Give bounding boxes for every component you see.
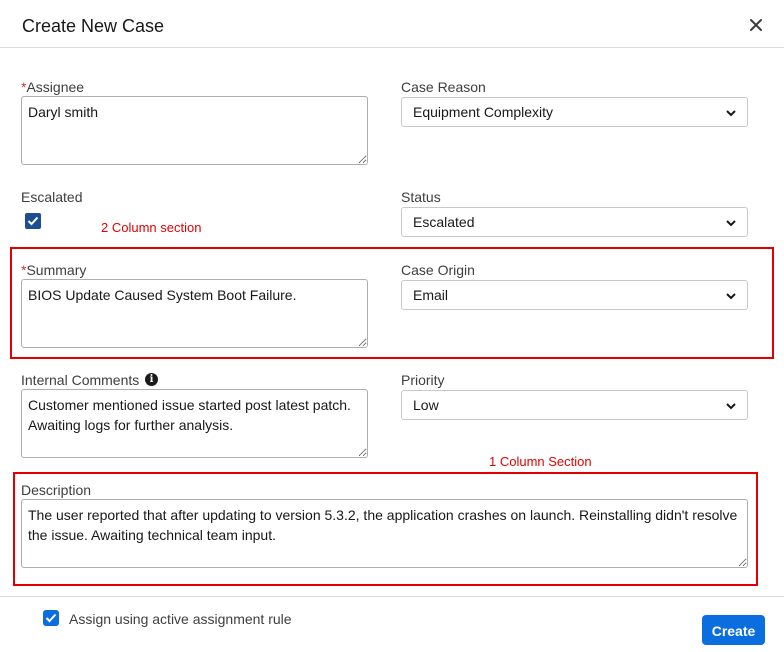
two-column-annotation: 2 Column section [101,220,202,235]
internal-comments-input[interactable] [21,389,368,458]
chevron-down-icon [725,400,737,412]
case-reason-label: Case Reason [401,79,486,95]
priority-label: Priority [401,372,445,388]
case-reason-select[interactable] [401,97,748,127]
status-label: Status [401,189,441,205]
close-icon[interactable] [745,14,767,36]
one-column-annotation: 1 Column Section [489,454,592,469]
case-origin-value: Email [413,287,449,303]
assignee-input[interactable] [21,96,368,165]
status-select[interactable] [401,207,748,237]
summary-input[interactable] [21,279,368,348]
required-mark: * [21,262,27,278]
info-icon[interactable]: i [145,373,158,386]
chevron-down-icon [725,107,737,119]
internal-comments-label: Internal Comments [21,372,140,388]
escalated-checkbox[interactable] [25,213,41,229]
escalated-label: Escalated [21,189,83,205]
case-origin-select[interactable] [401,280,748,310]
priority-select[interactable] [401,390,748,420]
priority-value: Low [413,397,439,413]
modal-header [0,0,784,48]
checkmark-icon [45,612,57,624]
chevron-down-icon [725,217,737,229]
description-input[interactable] [21,499,748,568]
modal-title: Create New Case [22,16,165,36]
summary-label: *Summary [21,262,87,278]
assign-rule-label: Assign using active assignment rule [69,611,292,627]
create-button[interactable]: Create [702,615,765,645]
required-mark: * [21,79,27,95]
footer-divider [0,596,784,597]
checkmark-icon [27,215,39,227]
assign-rule-checkbox[interactable] [43,610,59,626]
description-label: Description [21,482,92,498]
chevron-down-icon [725,290,737,302]
status-value: Escalated [413,214,475,230]
case-reason-value: Equipment Complexity [413,104,554,120]
assignee-label: *Assignee [21,79,85,95]
case-origin-label: Case Origin [401,262,475,278]
